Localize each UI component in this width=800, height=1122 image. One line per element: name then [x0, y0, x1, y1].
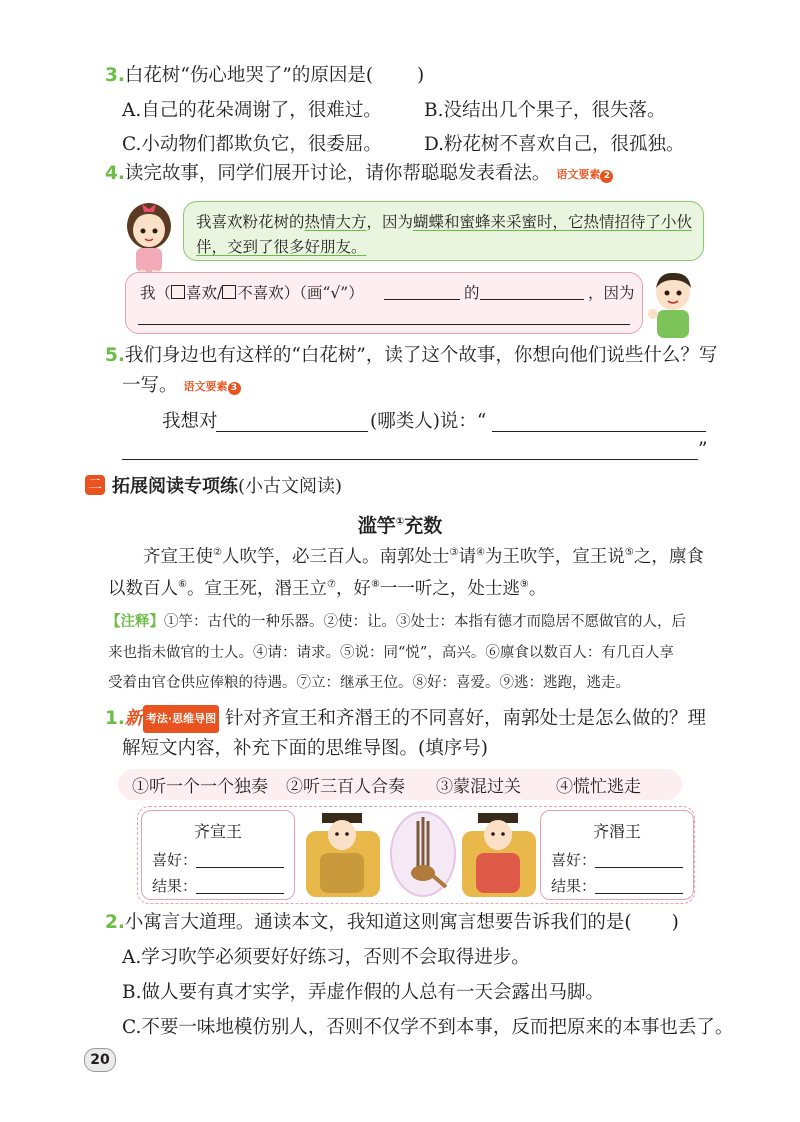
p2q1-stem-line2: 解短文内容，补充下面的思维导图。(填序号) [122, 738, 488, 759]
q5-answer-prefix: 我想对 [162, 411, 218, 432]
boy-speech-bubble: 我（ 喜欢/ 不喜欢）（画“√”） 的 ，因为 [125, 272, 643, 334]
king-xuan-box: 齐宣王 喜好： 结果： [141, 810, 295, 900]
king-min-result-blank[interactable] [595, 893, 683, 894]
p2q1-stem: 1.新 考法·思维导图 针对齐宣王和齐湣王的不同喜好，南郭处士是怎么做的？理 [105, 705, 706, 733]
girl-speech-bubble: 我喜欢粉花树的热情大方，因为蝴蝶和蜜蜂来采蜜时，它热情招待了小伙 伴，交到了很多好朋友。 [183, 201, 704, 261]
notes-line-2: 来也指未做官的士人。④请：请求。⑤说：同“悦”，高兴。⑥廪食以数百人：有几百人享 [108, 645, 674, 661]
king-xuan-like-blank[interactable] [196, 867, 284, 868]
mindmap-frame [137, 806, 695, 904]
passage-line-2: 以数百人⑥。宣王死，湣王立⑦，好⑧一一听之，处士逃⑨。 [108, 579, 547, 599]
notes-line-1: 【注释】①竽：古代的一种乐器。②使：让。③处士：本指有德才而隐居不愿做官的人，后 [106, 614, 686, 630]
mindmap-option-2: ②听三百人合奏 [286, 777, 405, 797]
q5-who-blank[interactable] [216, 431, 368, 432]
p2q2-option-c[interactable]: C.不要一味地模仿别人，否则不仅学不到本事，反而把原来的本事也丢了。 [122, 1017, 734, 1038]
answer-blank[interactable] [138, 324, 630, 325]
mindmap-option-3: ③蒙混过关 [436, 777, 521, 797]
q5-stem-line2: 一写。 语文要素 3 [122, 372, 241, 401]
q3-option-d[interactable]: D.粉花树不喜欢自己，很孤独。 [424, 134, 685, 155]
p2q2-option-a[interactable]: A.学习吹竽必须要好好练习，否则不会取得进步。 [122, 947, 530, 968]
answer-blank[interactable] [480, 299, 584, 300]
king-min-illustration [456, 803, 542, 901]
q5-stem: 5.我们身边也有这样的“白花树”，读了这个故事，你想向他们说些什么？写 [105, 345, 718, 366]
girl-illustration [118, 196, 180, 280]
mindmap-option-4: ④慌忙逃走 [556, 777, 641, 797]
section-icon: 二 [85, 475, 105, 495]
q5-say-blank-2[interactable] [122, 459, 698, 460]
like-checkbox[interactable] [171, 285, 185, 299]
page-number: 20 [84, 1048, 116, 1072]
q5-say-blank[interactable] [492, 431, 706, 432]
boy-illustration [645, 268, 703, 340]
section-title: 拓展阅读专项练(小古文阅读) [112, 476, 343, 497]
passage-line-1: 齐宣王使②人吹竽，必三百人。南郭处士③请④为王吹竽，宣王说⑤之，廪食 [143, 547, 704, 567]
king-min-like-blank[interactable] [595, 867, 683, 868]
king-xuan-illustration [298, 803, 388, 901]
q3-option-b[interactable]: B.没结出几个果子，很失落。 [424, 100, 666, 121]
q5-answer-mid: (哪类人)说：“ [370, 411, 487, 432]
q3-stem: 3.白花树“伤心地哭了”的原因是( ) [105, 65, 425, 86]
p2q2-option-b[interactable]: B.做人要有真才实学，弄虚作假的人总有一天会露出马脚。 [122, 982, 604, 1003]
q3-number: 3. [105, 65, 125, 86]
notes-line-3: 受着由官仓供应俸粮的待遇。⑦立：继承王位。⑧好：喜爱。⑨逃：逃跑，逃走。 [108, 675, 630, 691]
yu-instrument-illustration [388, 809, 458, 899]
q4-stem: 4.读完故事，同学们展开讨论，请你帮聪聪发表看法。 语文要素 2 [105, 160, 613, 189]
q5-close-quote: ” [698, 439, 708, 460]
mindmap-option-1: ①听一个一个独奏 [132, 777, 268, 797]
mindmap-options [118, 769, 682, 800]
dislike-checkbox[interactable] [222, 285, 236, 299]
passage-title: 滥竽①充数 [357, 515, 443, 537]
skill-tag: 语文要素 2 [556, 168, 613, 181]
p2q2-stem: 2.小寓言大道理。通读本文，我知道这则寓言想要告诉我们的是( ) [105, 912, 679, 933]
answer-blank[interactable] [384, 299, 460, 300]
king-min-box: 齐湣王 喜好： 结果： [540, 810, 694, 900]
q3-option-c[interactable]: C.小动物们都欺负它，很委屈。 [122, 134, 382, 155]
q3-option-a[interactable]: A.自己的花朵凋谢了，很难过。 [122, 100, 382, 121]
king-xuan-result-blank[interactable] [196, 893, 284, 894]
